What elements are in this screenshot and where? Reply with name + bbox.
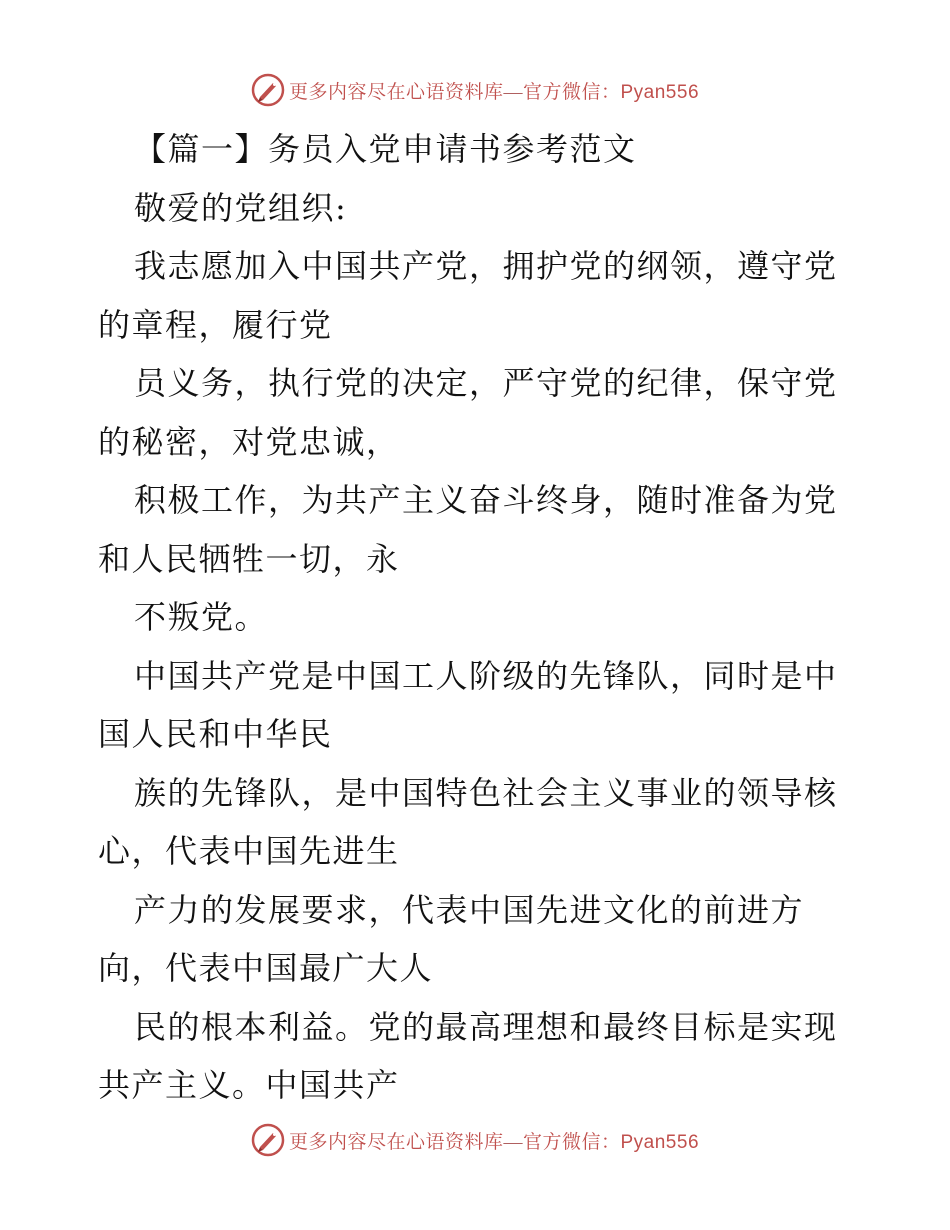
paragraph-line: 和人民牺牲一切，永 xyxy=(98,539,400,578)
paragraph-line: 共产主义。中国共产 xyxy=(98,1066,400,1104)
paragraph-line: 国人民和中华民 xyxy=(98,715,333,753)
paragraph-line: 心，代表中国先进生 xyxy=(98,832,400,870)
paragraph-line: 不叛党。 xyxy=(134,598,269,636)
salutation: 敬爱的党组织: xyxy=(134,188,348,227)
paragraph-line: 员义务，执行党的决定，严守党的纪律，保守党 xyxy=(134,364,838,402)
paragraph-line: 中国共产党是中国工人阶级的先锋队，同时是中 xyxy=(134,656,838,695)
watermark-text: 更多内容尽在心语资料库—官方微信：Pyan556 xyxy=(288,81,700,103)
paragraph-line: 产力的发展要求，代表中国先进文化的前进方 xyxy=(134,890,805,929)
document-body xyxy=(98,120,858,1115)
header-watermark xyxy=(0,70,950,110)
paragraph-line: 的秘密，对党忠诚， xyxy=(98,422,400,461)
paragraph-line: 我志愿加入中国共产党，拥护党的纲领，遵守党 xyxy=(134,247,838,285)
document-heading: 【篇一】务员入党申请书参考范文 xyxy=(134,130,637,168)
pen-seal-icon xyxy=(251,73,285,107)
paragraph-line: 的章程，履行党 xyxy=(98,305,333,344)
paragraph-line: 积极工作，为共产主义奋斗终身，随时准备为党 xyxy=(134,481,838,519)
pen-seal-icon xyxy=(251,1123,285,1157)
paragraph-line: 向，代表中国最广大人 xyxy=(98,949,434,987)
paragraph-line: 民的根本利益。党的最高理想和最终目标是实现 xyxy=(134,1007,838,1046)
paragraph-line: 族的先锋队，是中国特色社会主义事业的领导核 xyxy=(134,773,838,812)
watermark-text: 更多内容尽在心语资料库—官方微信：Pyan556 xyxy=(288,1131,700,1153)
footer-watermark xyxy=(0,1120,950,1160)
